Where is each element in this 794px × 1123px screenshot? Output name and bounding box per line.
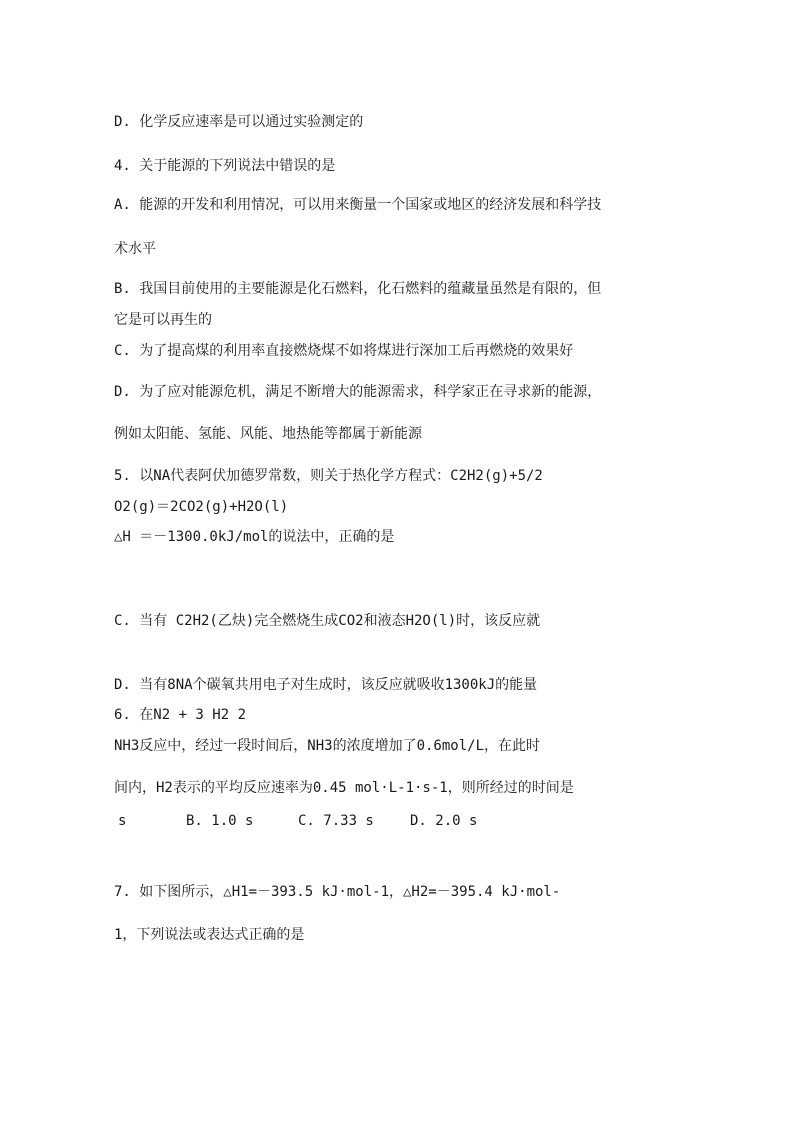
question-5-option-d: D. 当有8NA个碳氧共用电子对生成时，该反应就吸收1300kJ的能量 [114,677,538,693]
question-4-option-b: B. 我国目前使用的主要能源是化石燃料，化石燃料的蕴藏量虽然是有限的，但 [114,281,602,297]
question-5-enthalpy: △H ＝－1300.0kJ/mol的说法中，正确的是 [114,529,395,545]
question-4-option-a: A. 能源的开发和利用情况，可以用来衡量一个国家或地区的经济发展和科学技 [114,197,602,213]
question-6-option-a: s [118,813,127,829]
question-7-stem: 7. 如下图所示，△H1=－393.5 kJ·mol-1，△H2=－395.4 kJ·mol- [114,884,561,900]
question-4-option-c: C. 为了提高煤的利用率直接燃烧煤不如将煤进行深加工后再燃烧的效果好 [114,343,574,359]
question-6-option-d: D. 2.0 s [410,813,478,829]
question-4-option-b-cont: 它是可以再生的 [114,312,212,328]
question-5-equation: O2(g)＝2CO2(g)+H2O(l) [114,499,289,515]
question-4-option-d-cont: 例如太阳能、氢能、风能、地热能等都属于新能源 [114,426,422,442]
question-4-option-d: D. 为了应对能源危机，满足不断增大的能源需求，科学家正在寻求新的能源， [114,384,602,400]
option-4-d-prev-question: D. 化学反应速率是可以通过实验测定的 [114,114,364,130]
question-6-option-b: B. 1.0 s [186,813,254,829]
question-6-option-c: C. 7.33 s [298,813,374,829]
question-5-stem: 5. 以NA代表阿伏加德罗常数，则关于热化学方程式：C2H2(g)+5/2 [114,468,543,484]
question-5-option-c: C. 当有 C2H2(乙炔)完全燃烧生成CO2和液态H2O(l)时，该反应就 [114,613,541,629]
question-6-stem-cont: NH3反应中，经过一段时间后，NH3的浓度增加了0.6mol/L，在此时 [114,738,541,754]
question-6-stem: 6. 在N2 + 3 H2 2 [114,707,247,723]
question-4-stem: 4. 关于能源的下列说法中错误的是 [114,158,336,174]
question-6-options [118,812,477,830]
question-6-stem-cont2: 间内，H2表示的平均反应速率为0.45 mol·L-1·s-1，则所经过的时间是 [114,780,574,796]
question-7-stem-cont: 1，下列说法或表达式正确的是 [114,927,305,943]
question-4-option-a-cont: 术水平 [114,241,156,257]
